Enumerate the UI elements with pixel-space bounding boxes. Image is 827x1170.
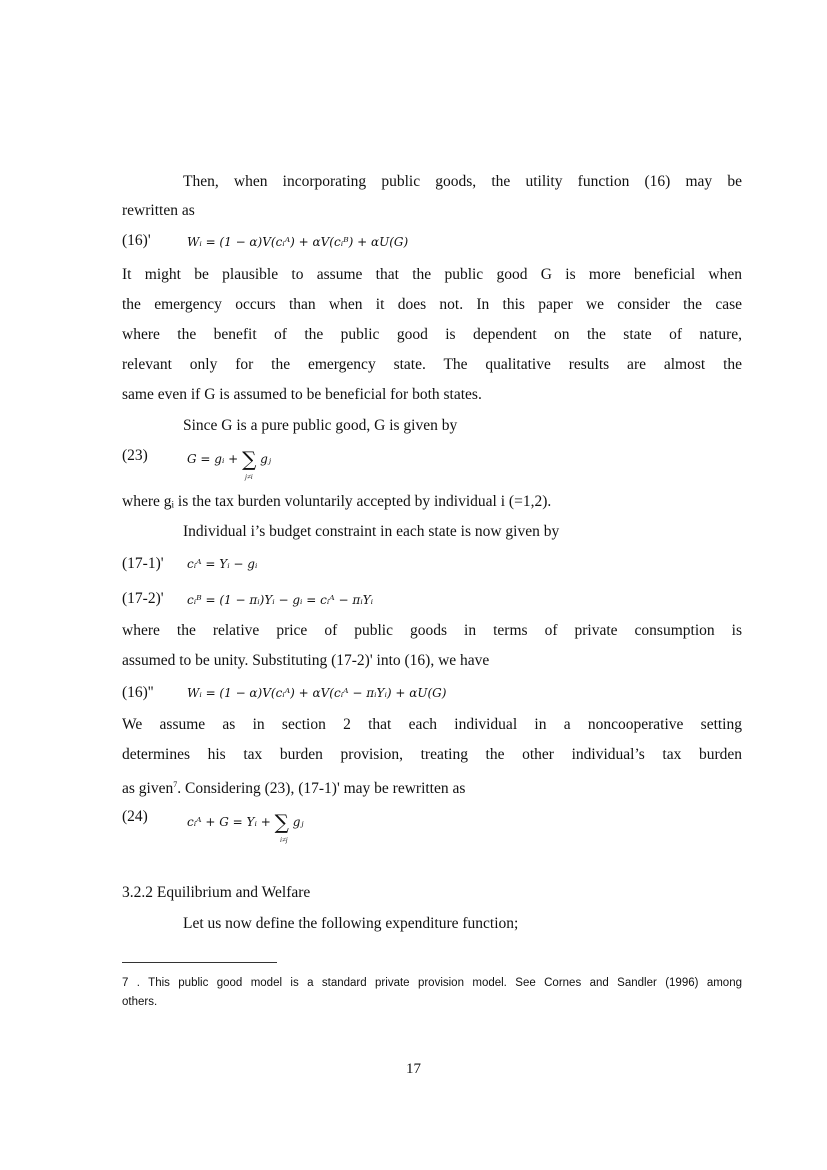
equation-label: (17-2)' [122, 590, 164, 607]
equation-label: (16)'' [122, 684, 154, 701]
body-text-line: assumed to be unity. Substituting (17-2)' into (16), we have [122, 652, 490, 669]
body-text-line: It might be plausible to assume that the public good G is more beneficial when [122, 266, 742, 283]
body-text-line: Let us now define the following expenditure function; [183, 915, 519, 932]
body-text-line: where gᵢ is the tax burden voluntarily accepted by individual i (=1,2). [122, 493, 552, 510]
equation: cᵢᴮ = (1 − πᵢ)Yᵢ − gᵢ = cᵢᴬ − πᵢYᵢ [187, 593, 374, 607]
equation-label: (17-1)' [122, 555, 164, 572]
equation: Wᵢ = (1 − α)V(cᵢᴬ) + αV(cᵢᴬ − πᵢYᵢ) + αU(G) [187, 686, 447, 700]
body-text-line: the emergency occurs than when it does not. In this paper we consider the case [122, 296, 742, 313]
summation-sign: ∑ [242, 447, 257, 471]
equation-sum-term: gⱼ [260, 452, 272, 466]
body-text-line: determines his tax burden provision, treating the other individual’s tax burden [122, 746, 742, 763]
equation: Wᵢ = (1 − α)V(cᵢᴬ) + αV(cᵢᴮ) + αU(G) [187, 235, 409, 249]
body-text-line: Then, when incorporating public goods, the utility function (16) may be [183, 173, 742, 190]
equation-label: (23) [122, 447, 148, 464]
summation-sign: ∑ [274, 810, 289, 834]
footnote-line: others. [122, 996, 158, 1008]
footnote-line: 7 . This public good model is a standard private provision model. See Cornes and Sandler (1996) among [122, 977, 742, 989]
equation-lhs: cᵢᴬ + G = Yᵢ + [187, 815, 271, 829]
equation-label: (24) [122, 808, 148, 825]
summation-subscript: i≠j [280, 836, 288, 844]
body-text-line: Since G is a pure public good, G is given by [183, 417, 458, 434]
body-text-line: where the benefit of the public good is dependent on the state of nature, [122, 326, 742, 343]
equation-lhs: G = gᵢ + [187, 452, 239, 466]
body-text: as given [122, 780, 174, 798]
body-text: . Considering (23), (17-1)' may be rewritten as [177, 780, 466, 798]
body-text-line: where the relative price of public goods in terms of private consumption is [122, 622, 742, 639]
section-heading: 3.2.2 Equilibrium and Welfare [122, 884, 311, 901]
equation: cᵢᴬ = Yᵢ − gᵢ [187, 557, 258, 571]
body-text-line: Individual i’s budget constraint in each state is now given by [183, 523, 560, 540]
footnote-marker: 7 [173, 780, 178, 789]
equation-label: (16)' [122, 232, 151, 249]
body-text-line: rewritten as [122, 202, 195, 219]
body-text-line [122, 775, 742, 799]
body-text-line: We assume as in section 2 that each individual in a noncooperative setting [122, 716, 742, 733]
body-text-line: same even if G is assumed to be beneficial for both states. [122, 386, 482, 403]
equation [187, 807, 304, 834]
equation [187, 444, 272, 471]
summation-subscript: j≠i [245, 473, 253, 481]
body-text-line: relevant only for the emergency state. The qualitative results are almost the [122, 356, 742, 373]
page-number: 17 [406, 1061, 421, 1077]
footnote-rule [122, 962, 277, 963]
equation-sum-term: gⱼ [292, 815, 304, 829]
